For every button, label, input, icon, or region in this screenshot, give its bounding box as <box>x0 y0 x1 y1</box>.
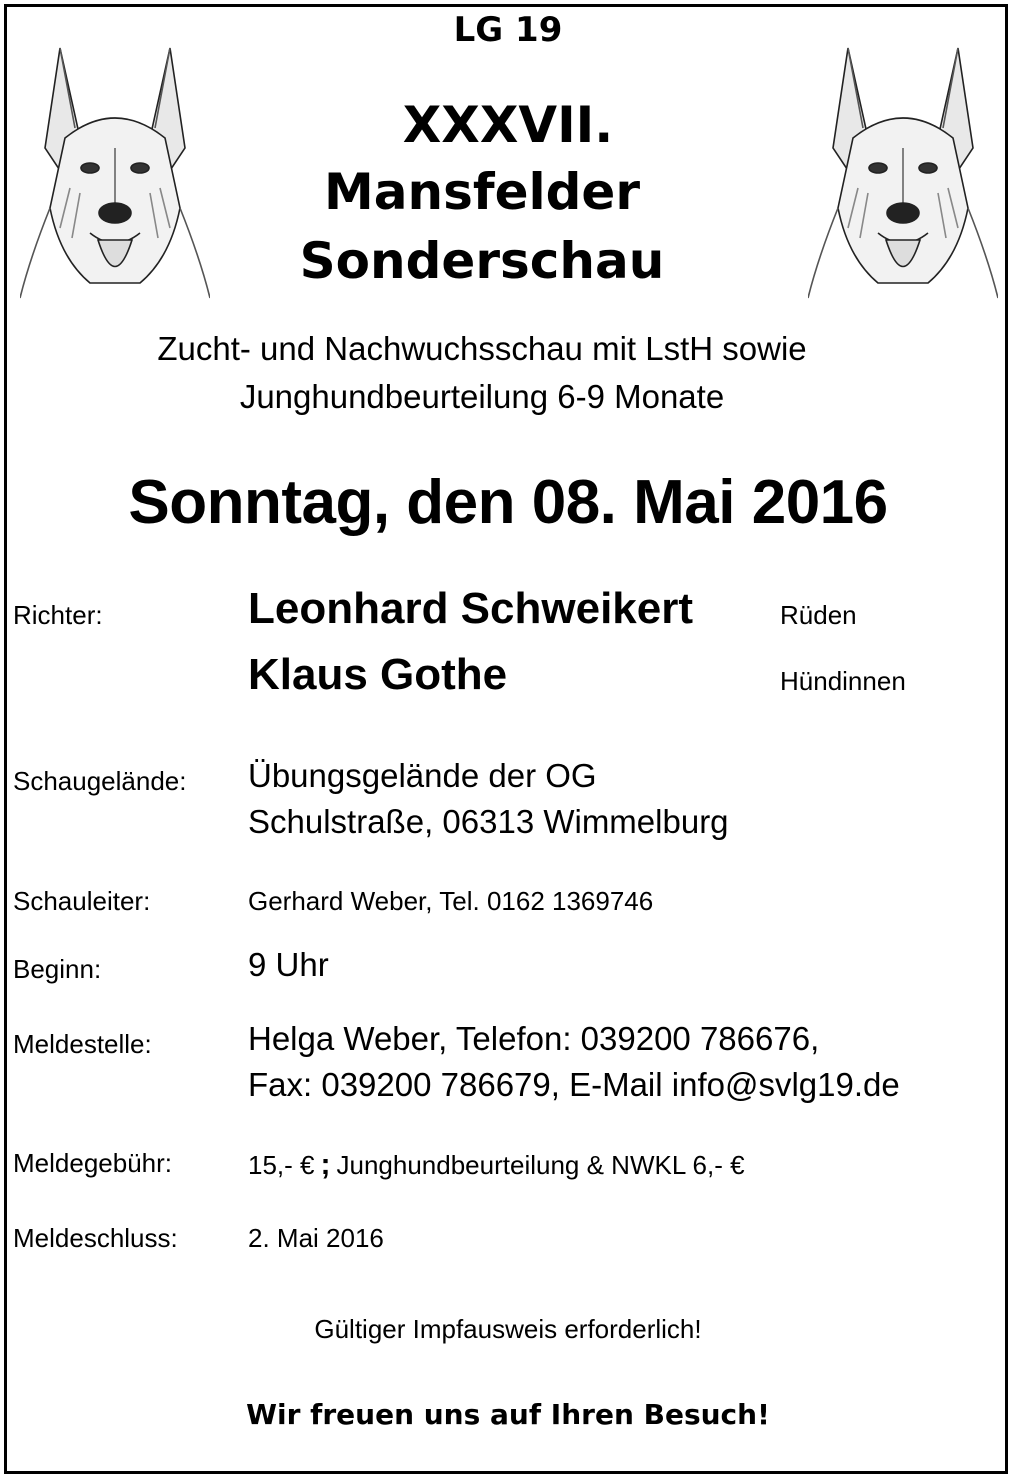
judge-role-2: Hündinnen <box>780 666 906 696</box>
region-label: LG 19 <box>453 10 563 50</box>
judge-name-1: Leonhard Schweikert <box>248 584 694 633</box>
fee-part-2: Junghundbeurteilung & NWKL 6,- € <box>336 1150 745 1180</box>
vaccination-note: Gültiger Impfausweis erforderlich! <box>314 1314 702 1344</box>
registration-line-1: Helga Weber, Telefon: 039200 786676, <box>248 1020 820 1057</box>
registration-line-2: Fax: 039200 786679, E-Mail info@svlg19.de <box>248 1066 900 1103</box>
judges-label: Richter: <box>13 600 103 630</box>
venue-line-2: Schulstraße, 06313 Wimmelburg <box>248 803 729 840</box>
registration-label: Meldestelle: <box>13 1029 152 1059</box>
subtitle-line-1: Zucht- und Nachwuchsschau mit LstH sowie <box>157 330 807 367</box>
title-line-3: Sonderschau <box>299 232 665 290</box>
start-label: Beginn: <box>13 954 102 984</box>
venue-line-1: Übungsgelände der OG <box>248 757 597 794</box>
venue-label: Schaugelände: <box>13 766 187 796</box>
show-leader-value: Gerhard Weber, Tel. 0162 1369746 <box>248 886 654 916</box>
fee-part-1: 15,- € <box>248 1150 315 1180</box>
event-date: Sonntag, den 08. Mai 2016 <box>128 468 888 537</box>
closing-line: Wir freuen uns auf Ihren Besuch! <box>246 1398 770 1431</box>
fee-separator: ; <box>320 1148 331 1181</box>
fee-label: Meldegebühr: <box>13 1148 172 1178</box>
fee-value <box>248 1148 745 1182</box>
subtitle-line-2: Junghundbeurteilung 6-9 Monate <box>239 378 725 415</box>
deadline-label: Meldeschluss: <box>13 1223 178 1253</box>
show-leader-label: Schauleiter: <box>13 886 151 916</box>
judge-role-1: Rüden <box>780 600 857 630</box>
title-edition: XXXVII. <box>402 96 614 154</box>
deadline-value: 2. Mai 2016 <box>248 1223 384 1253</box>
title-line-2: Mansfelder <box>323 163 640 221</box>
start-value: 9 Uhr <box>248 946 329 983</box>
judge-name-2: Klaus Gothe <box>248 650 508 699</box>
